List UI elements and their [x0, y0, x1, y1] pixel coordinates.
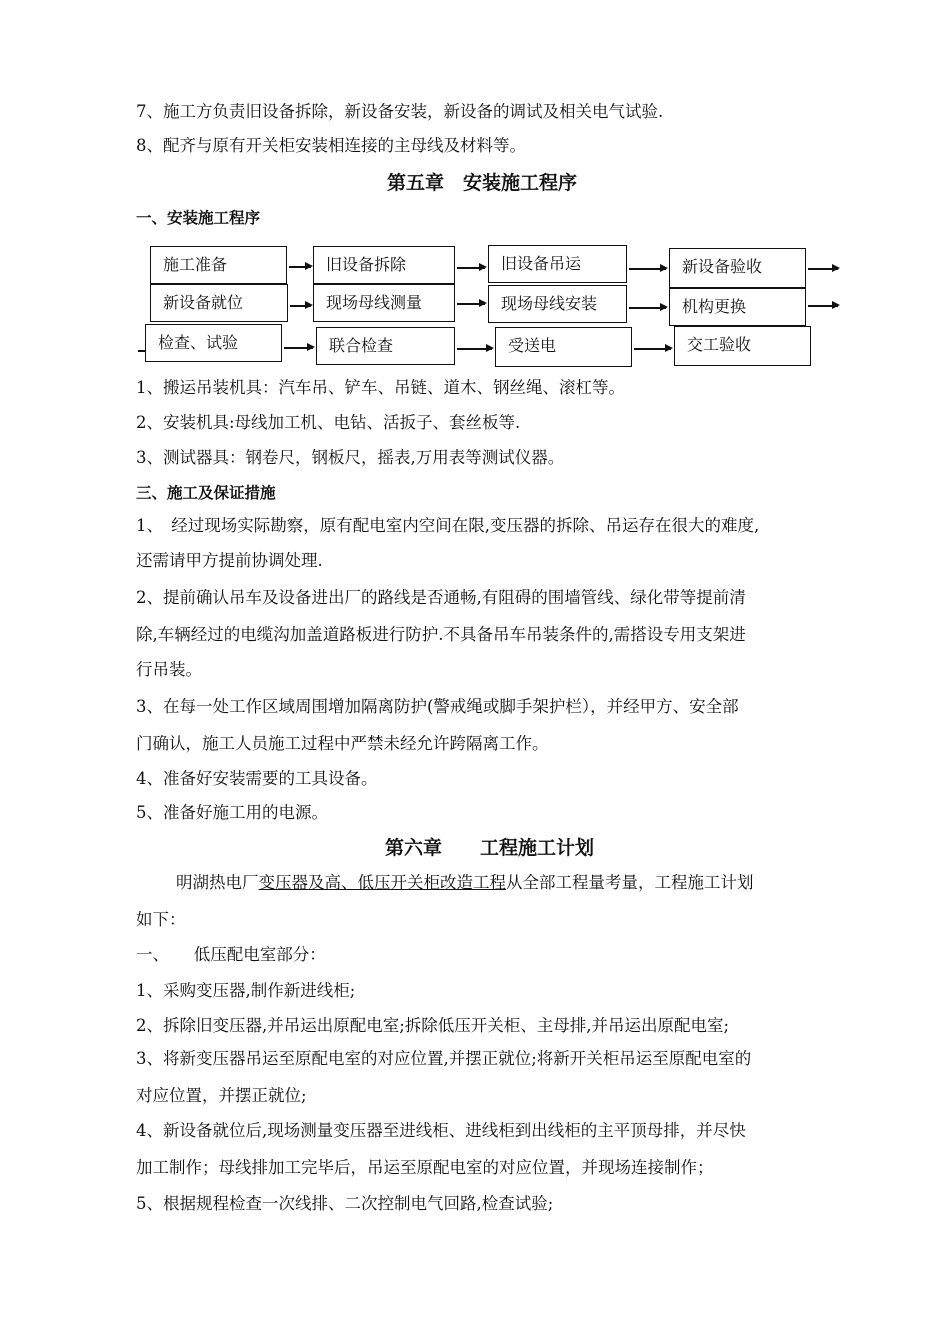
flow-arrow — [457, 303, 485, 305]
measure-line: 5、准备好施工用的电源。 — [136, 803, 328, 822]
step-line: 2、拆除旧变压器,并吊运出原配电室;拆除低压开关柜、主母排,并吊运出原配电室; — [136, 1016, 730, 1035]
item-7: 7、施工方负责旧设备拆除，新设备安装，新设备的调试及相关电气试验. — [136, 102, 664, 121]
step-line: 加工制作；母线排加工完毕后，吊运至原配电室的对应位置，并现场连接制作； — [136, 1158, 714, 1177]
flow-box: 现场母线安装 — [488, 285, 627, 323]
flow-arrow — [284, 347, 313, 349]
intro-suffix: 从全部工程量考量，工程施工计划 — [506, 873, 754, 892]
step-line: 1、采购变压器,制作新进线柜; — [136, 981, 356, 1000]
tools-item: 2、安装机具:母线加工机、电钻、活扳子、套丝板等. — [136, 413, 521, 432]
flow-arrow — [290, 305, 311, 307]
step-line: 4、新设备就位后,现场测量变压器至进线柜、进线柜到出线柜的主平顶母排，并尽快 — [136, 1121, 746, 1140]
chapter6-intro — [176, 872, 754, 894]
measure-line: 行吊装。 — [136, 660, 202, 679]
part1-heading: 一、 低压配电室部分： — [136, 945, 326, 964]
flow-box: 联合检查 — [316, 327, 455, 365]
flow-box: 受送电 — [495, 327, 632, 367]
section-measures: 三、施工及保证措施 — [136, 483, 276, 502]
flow-arrow — [629, 268, 666, 270]
flow-arrow — [808, 268, 838, 270]
intro-prefix: 明湖热电厂 — [176, 873, 259, 892]
flow-arrow — [634, 348, 671, 350]
item-8: 8、配齐与原有开关柜安装相连接的主母线及材料等。 — [136, 136, 526, 155]
flow-box: 交工验收 — [674, 326, 811, 366]
measure-line: 1、 经过现场实际勘察，原有配电室内空间在限,变压器的拆除、吊运存在很大的难度, — [136, 516, 760, 535]
project-name: 变压器及高、低压开关柜改造工程 — [258, 873, 506, 892]
flow-arrow — [629, 307, 666, 309]
flow-box: 机构更换 — [669, 288, 806, 326]
stray-mark — [138, 350, 146, 352]
chapter5-title: 第五章 安装施工程序 — [387, 172, 578, 194]
flow-box: 旧设备吊运 — [488, 245, 627, 283]
measure-line: 除,车辆经过的电缆沟加盖道路板进行防护.不具备吊车吊装条件的,需搭设专用支架进 — [136, 625, 746, 644]
tools-item: 1、搬运吊装机具：汽车吊、铲车、吊链、道木、钢丝绳、滚杠等。 — [136, 378, 625, 397]
step-line: 对应位置，并摆正就位; — [136, 1086, 307, 1105]
flow-box: 旧设备拆除 — [313, 246, 455, 284]
flow-box: 施工准备 — [150, 246, 287, 284]
flow-box: 新设备就位 — [150, 284, 288, 322]
flow-arrow — [289, 266, 311, 268]
measure-line: 还需请甲方提前协调处理. — [136, 551, 323, 570]
flow-arrow — [457, 267, 485, 269]
step-line: 5、根据规程检查一次线排、二次控制电气回路,检查试验; — [136, 1194, 554, 1213]
step-line: 3、将新变压器吊运至原配电室的对应位置,并摆正就位;将新开关柜吊运至原配电室的 — [136, 1049, 752, 1068]
tools-item: 3、测试器具：钢卷尺，钢板尺，摇表,万用表等测试仪器。 — [136, 448, 565, 467]
flow-box: 新设备验收 — [669, 248, 806, 288]
measure-line: 4、准备好安装需要的工具设备。 — [136, 769, 378, 788]
flow-box: 现场母线测量 — [313, 284, 455, 322]
flow-box: 检查、试验 — [145, 324, 282, 362]
measure-line: 2、提前确认吊车及设备进出厂的路线是否通畅,有阻碍的围墙管线、绿化带等提前清 — [136, 588, 746, 607]
chapter6-intro-cont: 如下： — [136, 910, 186, 929]
measure-line: 门确认，施工人员施工过程中严禁未经允许跨隔离工作。 — [136, 734, 549, 753]
measure-line: 3、在每一处工作区域周围增加隔离防护(警戒绳或脚手架护栏），并经甲方、安全部 — [136, 697, 739, 716]
flow-arrow — [808, 305, 838, 307]
flow-arrow — [457, 348, 492, 350]
chapter6-title: 第六章 工程施工计划 — [385, 837, 595, 859]
section-install-procedure: 一、安装施工程序 — [136, 208, 261, 227]
